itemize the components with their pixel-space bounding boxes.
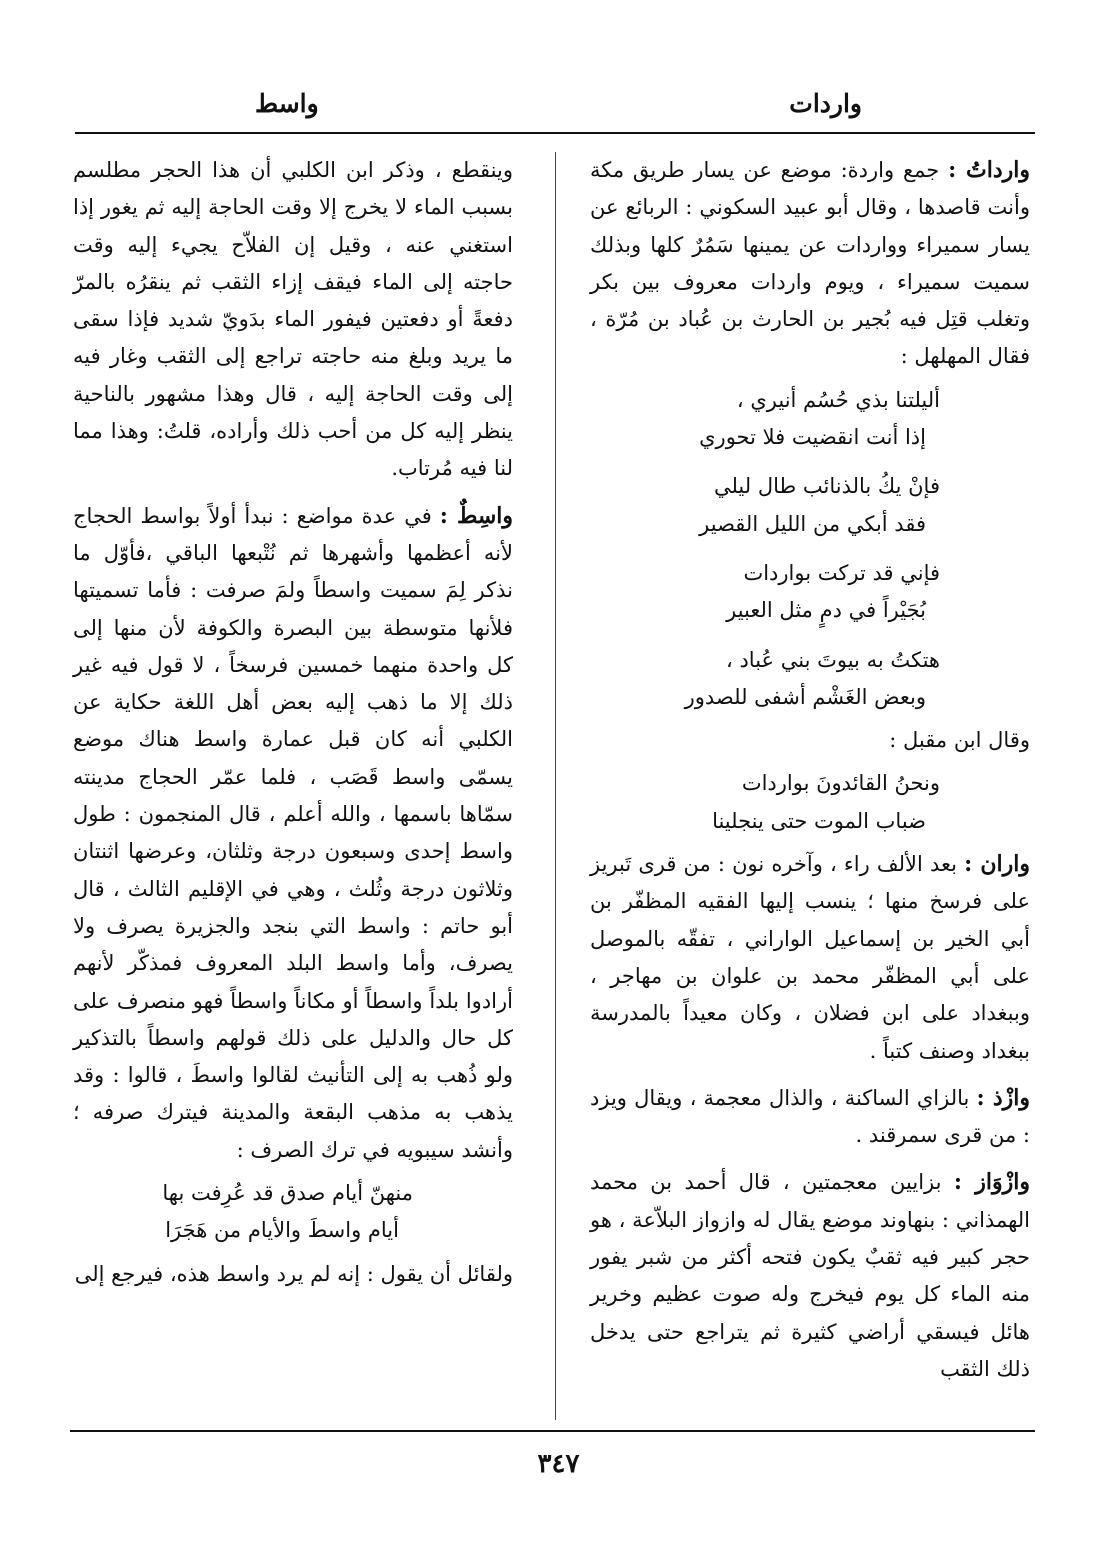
entry-wazwaz: [590, 1164, 1030, 1388]
entry-wasit: [73, 498, 513, 1169]
entry-text: بعد الألف راء ، وآخره نون : من قرى تَبريز على فرسخ منها ؛ ينسب إليها الفقيه المظفّر بن أبي الخير بن إسماعيل الواراني ، تفقّه بالموصل على أبي المظفّر محمد بن علوان بن مهاجر ، وببغداد على ابن فضلان ، وكان معيداً بالمدرسة ببغداد وصنف كتباً .: [590, 852, 1030, 1063]
running-header-left: واسط: [255, 89, 319, 118]
entry-continuation: وينقطع ، وذكر ابن الكلبي أن هذا الحجر مطلسم بسبب الماء لا يخرج إلا وقت الحاجة إليه ثم يغور إذا استغني عنه ، وقيل إن الفلاّح يجيء إليه وقت حاجته إلى الماء فيقف إزاء الثقب ثم ينقرُه بالمرّ دفعةً أو دفعتين فيفور الماء بدَويّ شديد فإذا سقى ما يريد وبلغ منه حاجته تراجع إلى الثقب وغار فيه إلى وقت الحاجة إليه ، قال وهذا مشهور بالناحية ينظر إليه كل من أحب ذلك وأراده، قلتُ: وهذا مما لنا فيه مُرتاب.: [73, 158, 513, 481]
poem-muhalhil: [590, 382, 1030, 716]
headword: واران :: [964, 851, 1030, 878]
headword: وازْوَاز :: [953, 1169, 1030, 1196]
entry-wazd: [590, 1080, 1030, 1155]
headword: واسِطٌ :: [439, 502, 513, 529]
hemistich: بُجَيْراً في دمٍ مثل العبير: [726, 598, 926, 623]
entry-text: جمع واردة: موضع عن يسار طريق مكة وأنت قاصدها ، وقال أبو عبيد السكوني : الربائع عن يسار سميراء وواردات عن يمينها سَمُرٌ كلها وبذلك سميت سميراء ، ويوم واردات معروف بين بكر وتغلب قتِل فيه بُجير بن الحارث بن عُباد بن مُرّة ، فقال المهلهل :: [590, 158, 1030, 369]
entry-waran: [590, 846, 1030, 1070]
column-divider: [555, 152, 556, 1420]
verse: [73, 1175, 413, 1250]
hemistich: أيام واسطَ والأيام من هَجَرَا: [165, 1218, 399, 1243]
hemistich: وبعض الغَشْم أشفى للصدور: [684, 684, 926, 709]
poem-ibn-muqbil: [590, 765, 1030, 840]
hemistich: ضباب الموت حتى ينجلينا: [712, 808, 926, 833]
verse: [590, 382, 940, 457]
entry-waridat: [590, 152, 1030, 376]
verse: [590, 468, 940, 543]
page-number: ٣٤٧: [537, 1449, 580, 1479]
header-rule: [75, 132, 1035, 134]
closing-line: ولقائل أن يقول : إنه لم يرد واسط هذه، فيرجع إلى: [74, 1261, 513, 1286]
hemistich: فقد أبكي من الليل القصير: [699, 511, 926, 536]
hemistich: أليلتنا بذي حُسُم أنيري ،: [736, 387, 940, 412]
footer-rule: [70, 1430, 1035, 1432]
running-header-right: واردات: [789, 89, 862, 118]
poem-sibawayh: [73, 1175, 513, 1250]
verse: [590, 765, 940, 840]
headword: وازْذ :: [976, 1084, 1030, 1111]
quote-intro: وقال ابن مقبل :: [889, 728, 1030, 753]
verse: [590, 555, 940, 630]
hemistich: إذا أنت انقضيت فلا تحوري: [699, 425, 926, 450]
entry-text: في عدة مواضع : نبدأ أولاً بواسط الحجاج لأنه أعظمها وأشهرها ثم نُتْبعها الباقي ،فأوّل ما نذكر لِمَ سميت واسطاً ولمَ صرفت : فأما تسميتها فلأنها متوسطة بين البصرة والكوفة لأن منها إلى كل واحدة منهما خمسين فرسخاً ، لا قول فيه غير ذلك إلا ما ذهب إليه بعض أهل اللغة حكاية عن الكلبي أنه كان قبل عمارة واسط هناك موضع يسمّى واسط قَصَب ، فلما عمّر الحجاج مدينته سمّاها باسمها ، والله أعلم ، قال المنجمون : طول واسط إحدى وسبعون درجة وثلثان، وعرضها اثنتان وثلاثون درجة وثُلث ، وهي في الإقليم الثالث ، قال أبو حاتم : واسط التي بنجد والجزيرة يصرف ولا يصرف، وأما واسط البلد المعروف فمذكّر لأنهم أرادوا بلداً واسطاً أو مكاناً واسطاً فهو منصرف على كل حال والدليل على ذلك قولهم واسطاً بالتذكير ولو ذُهب به إلى التأنيث لقالوا واسطَ ، قالوا : وقد يذهب به مذهب البقعة والمدينة فيترك صرفه ؛ وأنشد سيبويه في ترك الصرف :: [73, 503, 513, 1162]
entry-text: بزايين معجمتين ، قال أحمد بن محمد الهمذاني : بنهاوند موضع يقال له وازواز البلاّعة ، هو حجر كبير فيه ثقبٌ يكون فتحه أكثر من شبر يفور منه الماء كل يوم فيخرج وله صوت عظيم وخرير هائل فيسقي أراضي كثيرة ثم يتراجع حتى يدخل ذلك الثقب: [590, 1170, 1030, 1381]
hemistich: فإنْ يكُ بالذنائب طال ليلي: [713, 474, 940, 499]
entry-text: بالزاي الساكنة ، والذال معجمة ، ويقال ويزد : من قرى سمرقند .: [590, 1085, 1030, 1148]
right-column: [590, 152, 1030, 1388]
verse: [590, 642, 940, 717]
hemistich: ونحنُ القائدونَ بواردات: [741, 771, 940, 796]
hemistich: هتكتُ به بيوتَ بني عُباد ،: [726, 647, 940, 672]
hemistich: فإني قد تركت بواردات: [743, 560, 940, 585]
headword: وارداتُ :: [948, 157, 1030, 183]
hemistich: منهنّ أيام صدق قد عُرِفت بها: [162, 1181, 413, 1206]
left-column: [73, 152, 513, 1293]
